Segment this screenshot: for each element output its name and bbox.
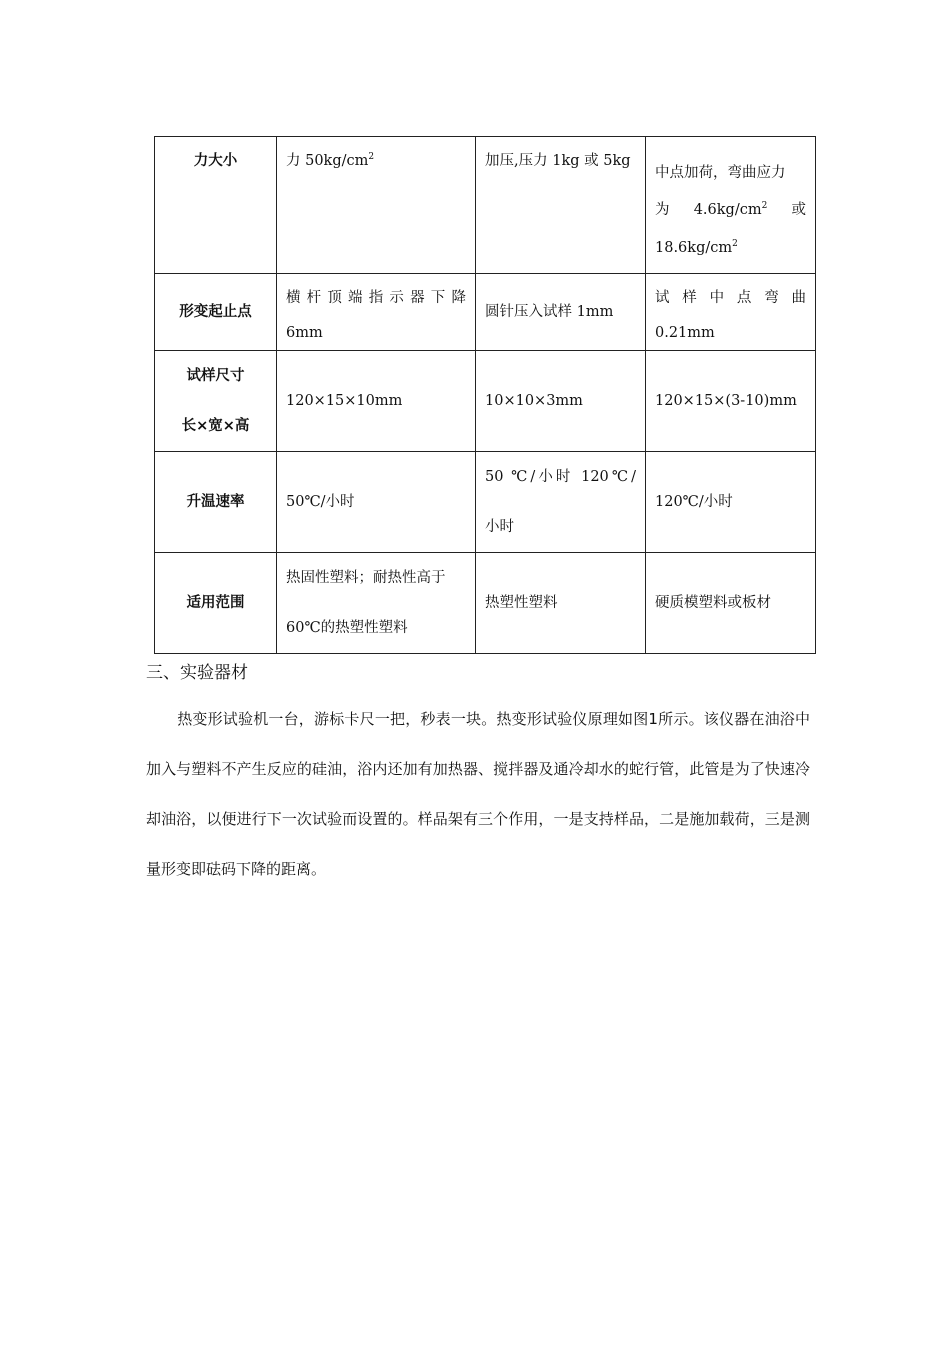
table-cell: 加压,压力 1kg 或 5kg: [476, 137, 646, 274]
paragraph-text: 热变形试验机一台，游标卡尺一把，秒表一块。热变形试验仪原理如图1所示。该仪器在油浴中加入与塑料不产生反应的硅油，浴内还加有加热器、搅拌器及通冷却水的蛇行管，此管是为了快速冷却油浴，以便进行下一次试验而设置的。样品架有三个作用，一是支持样品，二是施加载荷，三是测量形变即砝码下降的距离。: [146, 710, 810, 878]
table-cell: 力 $50kg/cm^2$: [277, 137, 476, 274]
row-header: 形变起止点: [155, 274, 277, 351]
table-cell: 热固性塑料；耐热性高于 60℃的热塑性塑料: [277, 553, 476, 654]
table-row: [155, 452, 816, 553]
section-heading: 三、实验器材: [146, 663, 248, 683]
table-cell: 120×15×10mm: [277, 351, 476, 452]
table-cell: 横杆顶端指示器下降 6mm: [277, 274, 476, 351]
table-row: [155, 553, 816, 654]
spec-table: [154, 136, 816, 654]
table-cell: 120℃/小时: [646, 452, 816, 553]
table-cell: 50 ℃/小时 120℃/ 小时: [476, 452, 646, 553]
row-header: 试样尺寸 长×宽×高: [155, 351, 277, 452]
table-row: [155, 274, 816, 351]
table-row: [155, 137, 816, 274]
body-paragraph: [146, 694, 810, 894]
table-cell: 圆针压入试样 1mm: [476, 274, 646, 351]
row-header: 适用范围: [155, 553, 277, 654]
row-header: 力大小: [155, 137, 277, 274]
table-cell: 试样中点弯曲 0.21mm: [646, 274, 816, 351]
row-header: 升温速率: [155, 452, 277, 553]
table-cell: 热塑性塑料: [476, 553, 646, 654]
table-cell: 120×15×(3-10)mm: [646, 351, 816, 452]
table-cell: 50℃/小时: [277, 452, 476, 553]
table-row: [155, 351, 816, 452]
table-cell: 中点加荷，弯曲应力 为 $4.6kg/cm^2$ 或 $18.6kg/cm^2$: [646, 137, 816, 274]
table-cell: 10×10×3mm: [476, 351, 646, 452]
table-cell: 硬质模塑料或板材: [646, 553, 816, 654]
